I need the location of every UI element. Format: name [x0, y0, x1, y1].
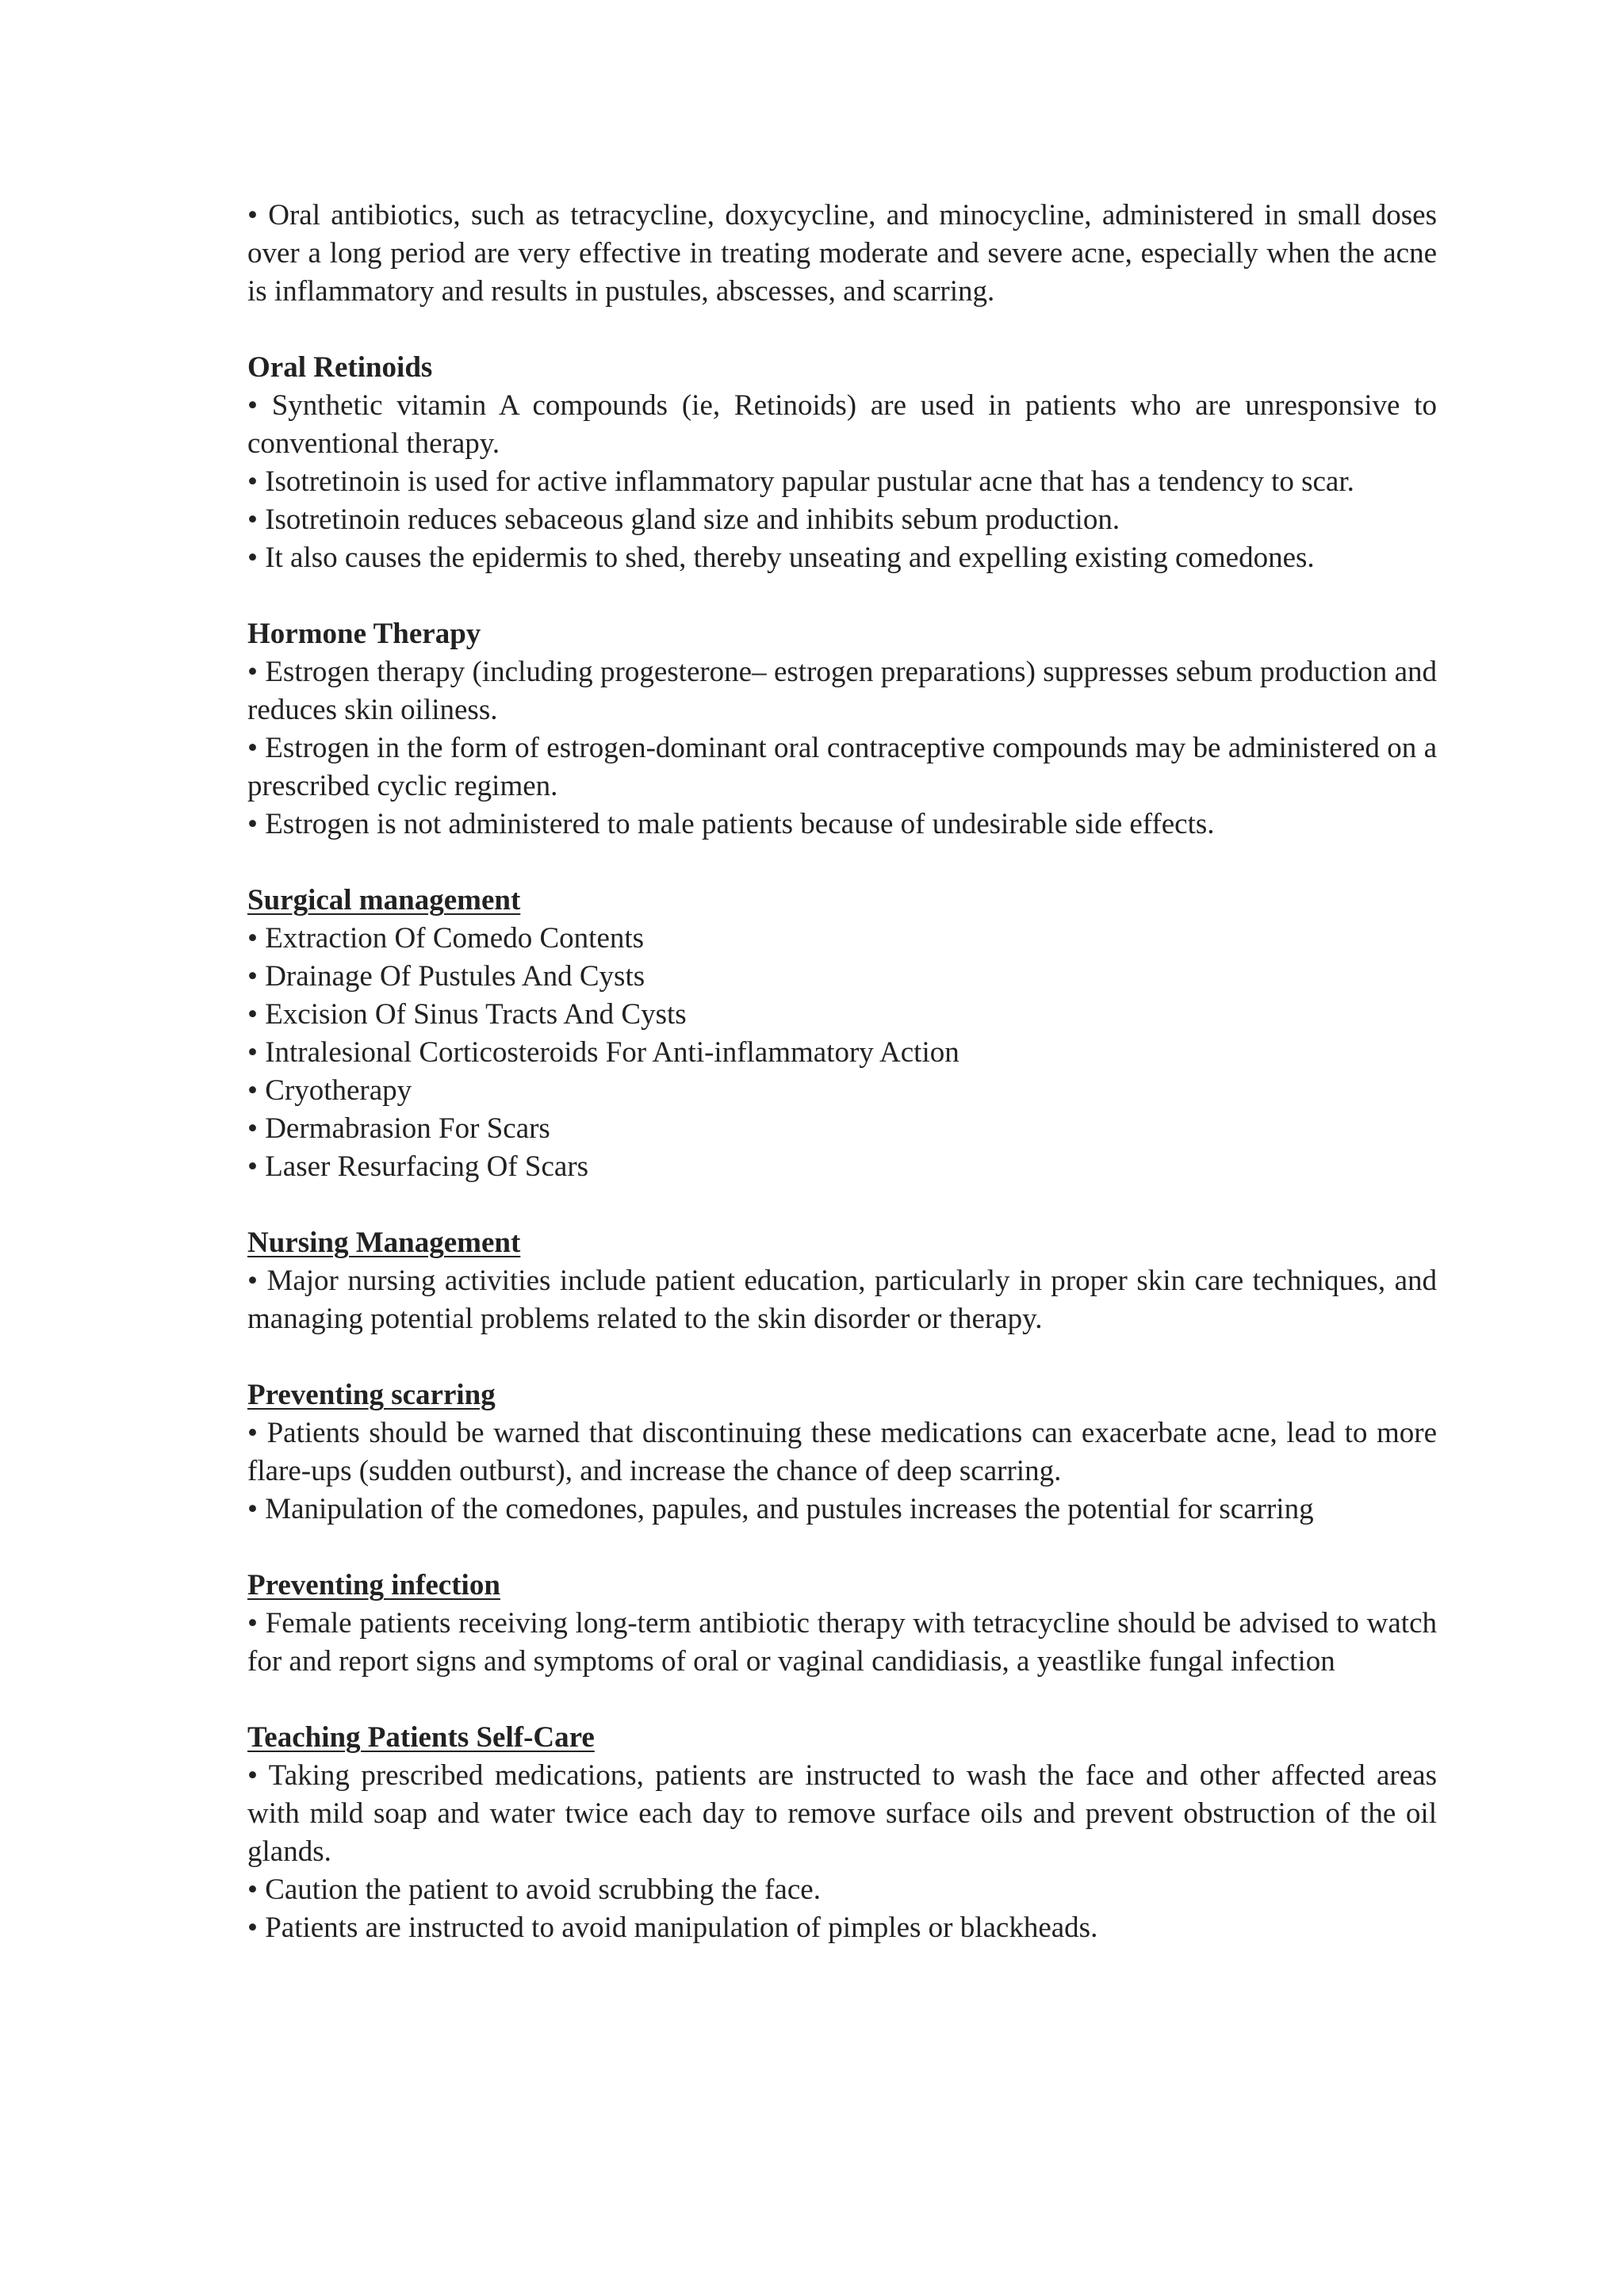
bullet-point: • Patients are instructed to avoid manipulation of pimples or blackheads. — [247, 1911, 1098, 1944]
bullet-point: • Estrogen therapy (including progesterone– estrogen preparations) suppresses sebum production and reduces skin oiliness. — [247, 656, 1437, 726]
bullet-point: • Estrogen is not administered to male patients because of undesirable side effects. — [247, 808, 1215, 840]
bullet-point: • Female patients receiving long-term antibiotic therapy with tetracycline should be advised to watch for and report signs and symptoms of oral or vaginal candidiasis, a yeastlike fungal infection — [247, 1607, 1437, 1678]
section — [247, 1719, 1437, 1947]
bullet-point: • Excision Of Sinus Tracts And Cysts — [247, 998, 687, 1031]
section — [247, 1376, 1437, 1529]
bullet-point: • Laser Resurfacing Of Scars — [247, 1150, 589, 1183]
bullet-point: • Major nursing activities include patient education, particularly in proper skin care techniques, and managing potential problems related to the skin disorder or therapy. — [247, 1265, 1437, 1335]
bullet-point: • It also causes the epidermis to shed, thereby unseating and expelling existing comedones. — [247, 541, 1315, 574]
bullet-point: • Cryotherapy — [247, 1074, 412, 1107]
section-heading: Preventing infection — [247, 1569, 500, 1601]
section-heading: Preventing scarring — [247, 1379, 496, 1411]
section-heading: Nursing Management — [247, 1226, 521, 1259]
bullet-point: • Caution the patient to avoid scrubbing the face. — [247, 1873, 821, 1906]
section — [247, 882, 1437, 1186]
bullet-point: • Taking prescribed medications, patients are instructed to wash the face and other affected areas with mild soap and water twice each day to remove surface oils and prevent obstruction of the oil glands. — [247, 1759, 1437, 1868]
bullet-point: • Isotretinoin reduces sebaceous gland size and inhibits sebum production. — [247, 503, 1120, 536]
section — [247, 615, 1437, 844]
section-heading: Teaching Patients Self-Care — [247, 1721, 595, 1754]
bullet-point: • Extraction Of Comedo Contents — [247, 922, 645, 955]
section — [247, 349, 1437, 577]
bullet-point: • Estrogen in the form of estrogen-dominant oral contraceptive compounds may be administered on a prescribed cyclic regimen. — [247, 732, 1437, 802]
bullet-point: • Isotretinoin is used for active inflammatory papular pustular acne that has a tendency to scar. — [247, 465, 1354, 498]
bullet-point: • Synthetic vitamin A compounds (ie, Retinoids) are used in patients who are unresponsive to conventional therapy. — [247, 389, 1437, 460]
bullet-point: • Oral antibiotics, such as tetracycline, doxycycline, and minocycline, administered in small doses over a long period are very effective in treating moderate and severe acne, especially when the acne is inflammatory and results in pustules, abscesses, and scarring. — [247, 199, 1437, 308]
bullet-point: • Patients should be warned that discontinuing these medications can exacerbate acne, lead to more flare-ups (sudden outburst), and increase the chance of deep scarring. — [247, 1417, 1437, 1487]
bullet-point: • Dermabrasion For Scars — [247, 1112, 550, 1145]
section — [247, 1567, 1437, 1681]
section — [247, 197, 1437, 311]
section — [247, 1224, 1437, 1338]
document-page — [247, 197, 1437, 1947]
bullet-point: • Manipulation of the comedones, papules, and pustules increases the potential for scarring — [247, 1493, 1314, 1525]
bullet-point: • Drainage Of Pustules And Cysts — [247, 960, 645, 993]
section-heading: Hormone Therapy — [247, 618, 481, 650]
bullet-point: • Intralesional Corticosteroids For Anti-inflammatory Action — [247, 1036, 959, 1069]
section-heading: Oral Retinoids — [247, 351, 433, 384]
section-heading: Surgical management — [247, 884, 521, 916]
